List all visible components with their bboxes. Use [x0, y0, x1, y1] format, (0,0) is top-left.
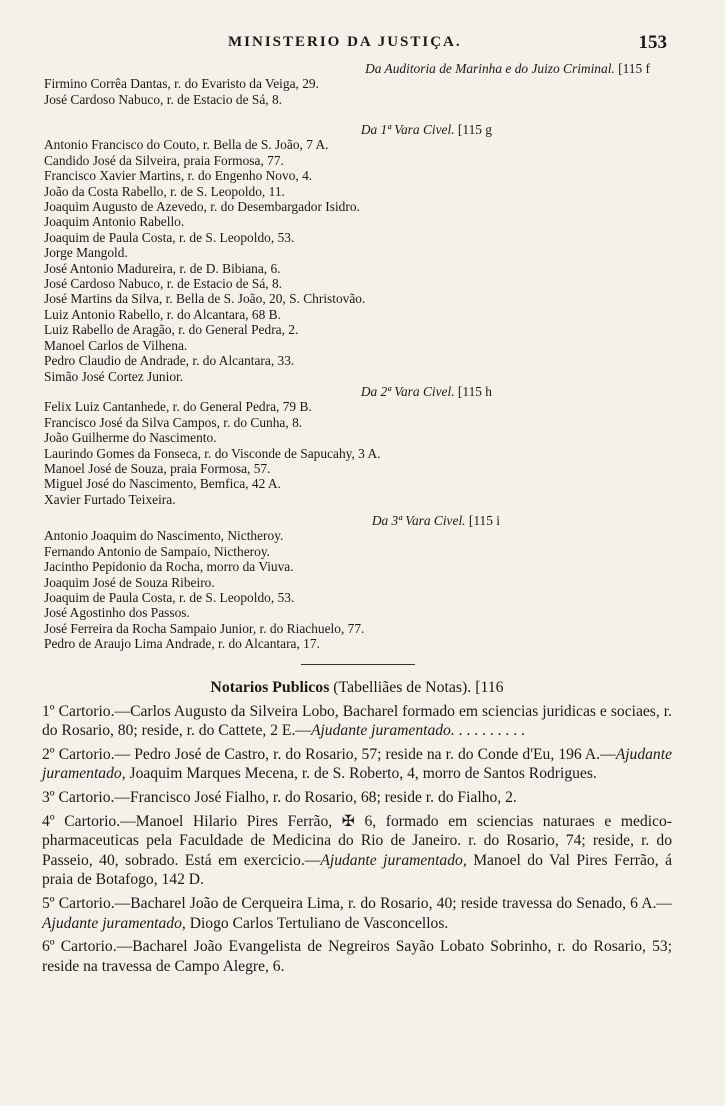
cartorio-entry [42, 937, 672, 976]
page-number: 153 [638, 32, 667, 53]
list-item: Pedro de Araujo Lima Andrade, r. do Alcantara, 17. [44, 636, 320, 652]
section-heading [44, 513, 684, 528]
list-item: João Guilherme do Nascimento. [44, 430, 217, 446]
list-item: José Agostinho dos Passos. [44, 605, 190, 621]
section-ref: [115 f [618, 61, 650, 76]
cartorio-text: —Francisco José Fialho, r. do Rosario, 68; reside r. do Fialho, 2. [114, 788, 517, 806]
cartorio-text: —Carlos Augusto da Silveira Lobo, Bacharel formado em sciencias juridicas e sociaes, r. do Rosario, 80; reside, r. do Cattete, 2 E.— [42, 702, 672, 740]
list-item: José Cardoso Nabuco, r. de Estacio de Sá, 8. [44, 276, 283, 292]
list-item: Antonio Joaquim do Nascimento, Nictheroy. [44, 528, 284, 544]
section-ref: [115 h [457, 384, 492, 399]
cartorio-italic: Ajudante juramentado, [42, 745, 672, 783]
cartorio-text: —Bacharel João de Cerqueira Lima, r. do Rosario, 40; reside travessa do Senado, 6 A.— [114, 894, 672, 912]
page-header [0, 34, 725, 56]
list-item: José Cardoso Nabuco, r. de Estacio de Sá, 8. [44, 91, 283, 107]
cartorio-number: 3º Cartorio. [42, 788, 115, 806]
list-item: José Ferreira da Rocha Sampaio Junior, r. do Riachuelo, 77. [44, 620, 365, 636]
section-ref: [115 g [457, 122, 492, 137]
list-item: Manoel José de Souza, praia Formosa, 57. [44, 461, 271, 477]
cartorio-number: 5º Cartorio. [42, 894, 115, 912]
cartorio-italic: Ajudante juramentado. [310, 722, 455, 740]
cartorio-entry [42, 788, 672, 808]
list-item: Manoel Carlos de Vilhena. [44, 337, 188, 353]
section-vara-2 [44, 384, 684, 507]
cartorio-italic: Ajudante juramentado, [42, 914, 186, 932]
cartorio-text: — Pedro José de Castro, r. do Rosario, 57; reside na r. do Conde d'Eu, 196 A.— [114, 745, 616, 763]
section-heading [42, 678, 672, 698]
section-vara-3 [44, 513, 684, 652]
cartorio-text: —Manoel Hilario Pires Ferrão, ✠ 6, formado em sciencias naturaes e medico-pharmaceuticas pela Faculdade de Medicina do Rio de Janeiro. r. do Rosario, 74; reside, r. do Passeio, 40, sobrado. Está em exercicio.— [42, 812, 672, 869]
cartorio-entry [42, 702, 672, 741]
cartorio-tail: Diogo Carlos Tertuliano de Vasconcellos. [185, 914, 449, 932]
list-item: Laurindo Gomes da Fonseca, r. do Visconde de Sapucahy, 3 A. [44, 445, 381, 461]
cartorio-text: —Bacharel João Evangelista de Negreiros Sayão Lobato Sobrinho, r. do Rosario, 53; reside na travessa de Campo Alegre, 6. [42, 938, 672, 975]
list-item: Firmino Corrêa Dantas, r. do Evaristo da Veiga, 29. [44, 76, 319, 92]
list-item: Pedro Claudio de Andrade, r. do Alcantara, 33. [44, 353, 295, 369]
section-heading [44, 122, 684, 137]
cartorio-entry [42, 812, 672, 890]
cartorio-entry [42, 894, 672, 933]
section-ref: [115 i [468, 513, 500, 528]
list-item: Candido José da Silveira, praia Formosa, 77. [44, 152, 284, 168]
list-item: Antonio Francisco do Couto, r. Bella de S. João, 7 A. [44, 137, 329, 153]
section-heading-text: Da 1ª Vara Civel. [360, 122, 455, 137]
list-item: Joaquim Antonio Rabello. [44, 214, 185, 230]
section-divider [301, 664, 415, 665]
list-item: Joaquim de Paula Costa, r. de S. Leopoldo, 53. [44, 229, 295, 245]
list-item: Felix Luiz Cantanhede, r. do General Pedra, 79 B. [44, 399, 312, 415]
section-heading-text: Da Auditoria de Marinha e do Juizo Criminal. [365, 61, 615, 76]
cartorio-number: 4º Cartorio. [42, 812, 121, 830]
section-vara-1 [44, 122, 684, 384]
list-item: José Martins da Silva, r. Bella de S. João, 20, S. Christovão. [44, 291, 366, 307]
list-item: Miguel José do Nascimento, Bemfica, 42 A. [44, 476, 281, 492]
list-item: Simão José Cortez Junior. [44, 368, 184, 384]
cartorio-tail: Manoel do Val Pires Ferrão, á praia de Botafogo, 142 D. [42, 851, 672, 889]
list-item: Francisco Xavier Martins, r. do Engenho Novo, 4. [44, 168, 313, 184]
list-item: Fernando Antonio de Sampaio, Nictheroy. [44, 543, 270, 559]
list-item: Luiz Rabello de Aragão, r. do General Pedra, 2. [44, 322, 299, 338]
section-auditoria [44, 61, 684, 107]
list-item: José Antonio Madureira, r. de D. Bibiana, 6. [44, 260, 281, 276]
cartorio-tail: Joaquim Marques Mecena, r. de S. Roberto, 4, morro de Santos Rodrigues. [125, 765, 597, 783]
list-item: Luiz Antonio Rabello, r. do Alcantara, 68 B. [44, 306, 281, 322]
section-heading-text: (Tabelliães de Notas). [333, 679, 472, 696]
list-item: João da Costa Rabello, r. de S. Leopoldo, 11. [44, 183, 285, 199]
list-item: Joaquim José de Souza Ribeiro. [44, 574, 215, 590]
section-heading [44, 384, 684, 399]
section-heading-text: Da 2ª Vara Civel. [360, 384, 455, 399]
section-heading-text: Da 3ª Vara Civel. [371, 513, 466, 528]
cartorio-number: 6º Cartorio. [42, 938, 117, 956]
section-notarios [42, 678, 672, 980]
page-title: MINISTERIO DA JUSTIÇA. [228, 34, 462, 50]
section-heading [44, 61, 684, 76]
section-ref: [116 [475, 679, 504, 696]
cartorio-entry [42, 745, 672, 784]
list-item: Jacintho Pepidonio da Rocha, morro da Viuva. [44, 559, 294, 575]
cartorio-number: 1º Cartorio. [42, 702, 115, 720]
list-item: Francisco José da Silva Campos, r. do Cunha, 8. [44, 414, 303, 430]
cartorio-number: 2º Cartorio. [42, 745, 115, 763]
list-item: Joaquim Augusto de Azevedo, r. do Desembargador Isidro. [44, 199, 360, 215]
cartorio-italic: Ajudante juramentado, [320, 851, 467, 869]
list-item: Jorge Mangold. [44, 245, 128, 261]
cartorio-tail: . . . . . . . . . [454, 722, 525, 740]
section-heading-bold: Notarios Publicos [210, 679, 330, 696]
list-item: Joaquim de Paula Costa, r. de S. Leopoldo, 53. [44, 590, 295, 606]
list-item: Xavier Furtado Teixeira. [44, 491, 176, 507]
